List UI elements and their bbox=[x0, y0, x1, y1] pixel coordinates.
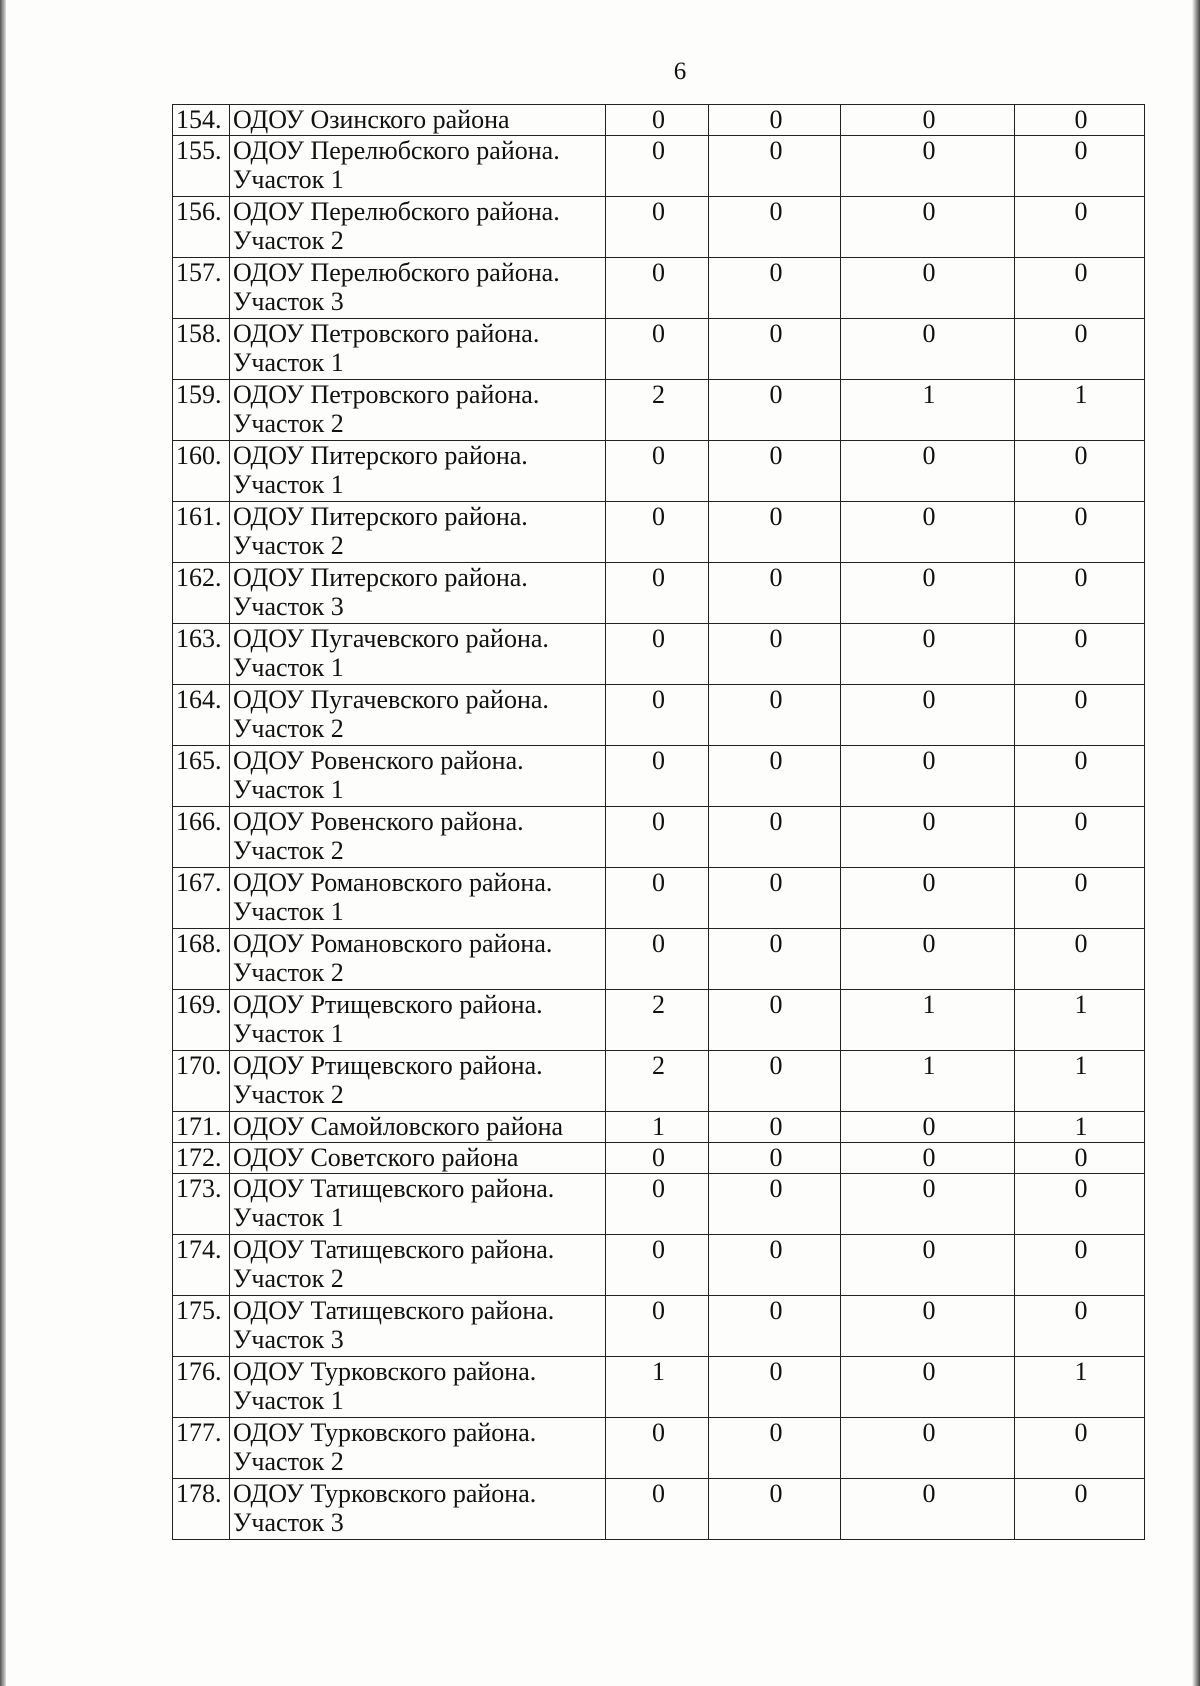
row-name: ОДОУ Перелюбского района. bbox=[233, 258, 560, 287]
table-row bbox=[173, 868, 1145, 929]
value-col-3: 0 bbox=[841, 807, 1015, 868]
value-col-1: 2 bbox=[606, 380, 709, 441]
value-col-4: 0 bbox=[1015, 624, 1145, 685]
value-col-3: 0 bbox=[841, 1479, 1015, 1540]
table-row bbox=[173, 807, 1145, 868]
row-name-cell bbox=[230, 502, 606, 563]
scan-edge-right bbox=[1192, 0, 1200, 1686]
value-col-1: 0 bbox=[606, 807, 709, 868]
row-section: Участок 1 bbox=[233, 897, 344, 926]
table-row bbox=[173, 929, 1145, 990]
value-col-1: 0 bbox=[606, 1174, 709, 1235]
row-name-cell bbox=[230, 319, 606, 380]
value-col-3: 0 bbox=[841, 1418, 1015, 1479]
value-col-2: 0 bbox=[709, 136, 841, 197]
row-name-cell bbox=[230, 1357, 606, 1418]
value-col-4: 1 bbox=[1015, 1112, 1145, 1143]
value-col-1: 0 bbox=[606, 136, 709, 197]
value-col-3: 0 bbox=[841, 1112, 1015, 1143]
value-col-1: 1 bbox=[606, 1357, 709, 1418]
value-col-2: 0 bbox=[709, 1051, 841, 1112]
table-row bbox=[173, 1051, 1145, 1112]
value-col-3: 0 bbox=[841, 197, 1015, 258]
row-section: Участок 1 bbox=[233, 1019, 344, 1048]
value-col-2: 0 bbox=[709, 1479, 841, 1540]
value-col-2: 0 bbox=[709, 1418, 841, 1479]
value-col-3: 0 bbox=[841, 105, 1015, 136]
row-name: ОДОУ Пугачевского района. bbox=[233, 685, 549, 714]
row-name-cell bbox=[230, 624, 606, 685]
row-number: 177. bbox=[173, 1418, 230, 1479]
row-section: Участок 3 bbox=[233, 1508, 344, 1537]
row-number: 175. bbox=[173, 1296, 230, 1357]
value-col-4: 0 bbox=[1015, 1418, 1145, 1479]
row-name: ОДОУ Турковского района. bbox=[233, 1357, 537, 1386]
table-row bbox=[173, 685, 1145, 746]
row-section: Участок 2 bbox=[233, 958, 344, 987]
row-section: Участок 2 bbox=[233, 1264, 344, 1293]
row-number: 170. bbox=[173, 1051, 230, 1112]
row-section: Участок 1 bbox=[233, 348, 344, 377]
row-name: ОДОУ Питерского района. bbox=[233, 563, 528, 592]
row-name: ОДОУ Питерского района. bbox=[233, 441, 528, 470]
row-name: ОДОУ Романовского района. bbox=[233, 868, 553, 897]
row-section: Участок 1 bbox=[233, 1203, 344, 1232]
row-number: 173. bbox=[173, 1174, 230, 1235]
value-col-4: 0 bbox=[1015, 746, 1145, 807]
row-name-cell bbox=[230, 1143, 606, 1174]
row-section: Участок 1 bbox=[233, 165, 344, 194]
row-section: Участок 1 bbox=[233, 470, 344, 499]
table-row bbox=[173, 1296, 1145, 1357]
value-col-2: 0 bbox=[709, 1296, 841, 1357]
row-name-cell bbox=[230, 1479, 606, 1540]
value-col-3: 0 bbox=[841, 868, 1015, 929]
row-number: 168. bbox=[173, 929, 230, 990]
value-col-4: 1 bbox=[1015, 990, 1145, 1051]
row-name: ОДОУ Перелюбского района. bbox=[233, 136, 560, 165]
value-col-4: 0 bbox=[1015, 1479, 1145, 1540]
value-col-4: 0 bbox=[1015, 563, 1145, 624]
value-col-4: 1 bbox=[1015, 1051, 1145, 1112]
row-section: Участок 3 bbox=[233, 287, 344, 316]
row-section: Участок 1 bbox=[233, 775, 344, 804]
row-number: 169. bbox=[173, 990, 230, 1051]
value-col-3: 0 bbox=[841, 1143, 1015, 1174]
row-name-cell bbox=[230, 1296, 606, 1357]
row-number: 166. bbox=[173, 807, 230, 868]
value-col-3: 0 bbox=[841, 258, 1015, 319]
value-col-4: 0 bbox=[1015, 1174, 1145, 1235]
row-name-cell bbox=[230, 258, 606, 319]
table-row bbox=[173, 563, 1145, 624]
row-name: ОДОУ Турковского района. bbox=[233, 1479, 537, 1508]
value-col-1: 0 bbox=[606, 319, 709, 380]
row-number: 160. bbox=[173, 441, 230, 502]
value-col-1: 0 bbox=[606, 1418, 709, 1479]
value-col-2: 0 bbox=[709, 1174, 841, 1235]
row-number: 154. bbox=[173, 105, 230, 136]
row-number: 176. bbox=[173, 1357, 230, 1418]
value-col-3: 1 bbox=[841, 990, 1015, 1051]
row-section: Участок 2 bbox=[233, 714, 344, 743]
row-name-cell bbox=[230, 1418, 606, 1479]
row-name-cell bbox=[230, 990, 606, 1051]
value-col-2: 0 bbox=[709, 624, 841, 685]
row-number: 167. bbox=[173, 868, 230, 929]
value-col-2: 0 bbox=[709, 1112, 841, 1143]
value-col-4: 0 bbox=[1015, 197, 1145, 258]
row-number: 163. bbox=[173, 624, 230, 685]
value-col-2: 0 bbox=[709, 868, 841, 929]
value-col-4: 0 bbox=[1015, 319, 1145, 380]
row-name-cell bbox=[230, 105, 606, 136]
scan-edge-left bbox=[0, 0, 6, 1686]
value-col-3: 0 bbox=[841, 1235, 1015, 1296]
row-number: 162. bbox=[173, 563, 230, 624]
value-col-4: 1 bbox=[1015, 1357, 1145, 1418]
row-name: ОДОУ Ровенского района. bbox=[233, 746, 524, 775]
value-col-3: 0 bbox=[841, 1174, 1015, 1235]
value-col-4: 0 bbox=[1015, 1143, 1145, 1174]
value-col-2: 0 bbox=[709, 1143, 841, 1174]
table-row bbox=[173, 1174, 1145, 1235]
value-col-1: 0 bbox=[606, 1143, 709, 1174]
row-section: Участок 1 bbox=[233, 1386, 344, 1415]
value-col-3: 0 bbox=[841, 929, 1015, 990]
value-col-1: 0 bbox=[606, 197, 709, 258]
value-col-2: 0 bbox=[709, 441, 841, 502]
row-name-cell bbox=[230, 807, 606, 868]
value-col-3: 0 bbox=[841, 1296, 1015, 1357]
row-name: ОДОУ Ртищевского района. bbox=[233, 1051, 543, 1080]
value-col-1: 2 bbox=[606, 990, 709, 1051]
row-name-cell bbox=[230, 136, 606, 197]
value-col-2: 0 bbox=[709, 258, 841, 319]
value-col-4: 0 bbox=[1015, 1235, 1145, 1296]
row-name: ОДОУ Петровского района. bbox=[233, 319, 540, 348]
row-section: Участок 2 bbox=[233, 1080, 344, 1109]
row-section: Участок 2 bbox=[233, 531, 344, 560]
row-section: Участок 2 bbox=[233, 409, 344, 438]
row-number: 165. bbox=[173, 746, 230, 807]
row-number: 171. bbox=[173, 1112, 230, 1143]
row-name: ОДОУ Перелюбского района. bbox=[233, 197, 560, 226]
value-col-3: 1 bbox=[841, 380, 1015, 441]
value-col-2: 0 bbox=[709, 502, 841, 563]
row-name-cell bbox=[230, 1174, 606, 1235]
value-col-3: 0 bbox=[841, 624, 1015, 685]
value-col-2: 0 bbox=[709, 807, 841, 868]
row-name-cell bbox=[230, 197, 606, 258]
row-name-cell bbox=[230, 1112, 606, 1143]
value-col-4: 0 bbox=[1015, 441, 1145, 502]
row-name-cell bbox=[230, 868, 606, 929]
row-number: 164. bbox=[173, 685, 230, 746]
row-section: Участок 2 bbox=[233, 1447, 344, 1476]
value-col-3: 0 bbox=[841, 136, 1015, 197]
value-col-1: 0 bbox=[606, 746, 709, 807]
value-col-3: 0 bbox=[841, 685, 1015, 746]
row-section: Участок 2 bbox=[233, 226, 344, 255]
table-body bbox=[173, 105, 1145, 1540]
row-number: 155. bbox=[173, 136, 230, 197]
row-number: 178. bbox=[173, 1479, 230, 1540]
value-col-2: 0 bbox=[709, 990, 841, 1051]
row-section: Участок 3 bbox=[233, 1325, 344, 1354]
table-row bbox=[173, 319, 1145, 380]
row-name: ОДОУ Татищевского района. bbox=[233, 1235, 555, 1264]
page-number: 6 bbox=[673, 58, 687, 85]
table-row bbox=[173, 990, 1145, 1051]
row-name: ОДОУ Самойловского района bbox=[233, 1112, 564, 1141]
value-col-3: 0 bbox=[841, 563, 1015, 624]
value-col-2: 0 bbox=[709, 319, 841, 380]
row-name-cell bbox=[230, 685, 606, 746]
value-col-2: 0 bbox=[709, 380, 841, 441]
row-name: ОДОУ Татищевского района. bbox=[233, 1296, 555, 1325]
table-row bbox=[173, 380, 1145, 441]
table-row bbox=[173, 1418, 1145, 1479]
row-number: 172. bbox=[173, 1143, 230, 1174]
value-col-1: 0 bbox=[606, 441, 709, 502]
value-col-4: 0 bbox=[1015, 1296, 1145, 1357]
value-col-3: 0 bbox=[841, 1357, 1015, 1418]
value-col-2: 0 bbox=[709, 1357, 841, 1418]
value-col-1: 0 bbox=[606, 258, 709, 319]
table-row bbox=[173, 1357, 1145, 1418]
row-name: ОДОУ Озинского района bbox=[233, 105, 510, 134]
value-col-4: 1 bbox=[1015, 380, 1145, 441]
table-row bbox=[173, 1112, 1145, 1143]
table-row bbox=[173, 1143, 1145, 1174]
value-col-1: 0 bbox=[606, 868, 709, 929]
table-row bbox=[173, 624, 1145, 685]
table-row bbox=[173, 746, 1145, 807]
table-row bbox=[173, 136, 1145, 197]
value-col-2: 0 bbox=[709, 105, 841, 136]
value-col-4: 0 bbox=[1015, 868, 1145, 929]
value-col-1: 0 bbox=[606, 685, 709, 746]
value-col-4: 0 bbox=[1015, 807, 1145, 868]
row-name-cell bbox=[230, 563, 606, 624]
value-col-1: 0 bbox=[606, 929, 709, 990]
value-col-2: 0 bbox=[709, 746, 841, 807]
table-row bbox=[173, 105, 1145, 136]
table-row bbox=[173, 1235, 1145, 1296]
table-row bbox=[173, 1479, 1145, 1540]
value-col-3: 0 bbox=[841, 502, 1015, 563]
value-col-1: 0 bbox=[606, 563, 709, 624]
row-name-cell bbox=[230, 380, 606, 441]
row-name-cell bbox=[230, 441, 606, 502]
value-col-2: 0 bbox=[709, 1235, 841, 1296]
row-section: Участок 2 bbox=[233, 836, 344, 865]
data-table bbox=[172, 104, 1145, 1540]
row-name-cell bbox=[230, 1235, 606, 1296]
row-name: ОДОУ Ровенского района. bbox=[233, 807, 524, 836]
row-name: ОДОУ Советского района bbox=[233, 1143, 519, 1172]
value-col-1: 0 bbox=[606, 1296, 709, 1357]
row-number: 157. bbox=[173, 258, 230, 319]
value-col-4: 0 bbox=[1015, 685, 1145, 746]
row-number: 159. bbox=[173, 380, 230, 441]
row-name: ОДОУ Турковского района. bbox=[233, 1418, 537, 1447]
value-col-1: 0 bbox=[606, 1479, 709, 1540]
value-col-1: 0 bbox=[606, 105, 709, 136]
value-col-1: 2 bbox=[606, 1051, 709, 1112]
row-name: ОДОУ Татищевского района. bbox=[233, 1174, 555, 1203]
value-col-3: 0 bbox=[841, 441, 1015, 502]
value-col-4: 0 bbox=[1015, 502, 1145, 563]
value-col-1: 0 bbox=[606, 624, 709, 685]
row-section: Участок 1 bbox=[233, 653, 344, 682]
row-name-cell bbox=[230, 746, 606, 807]
row-name-cell bbox=[230, 1051, 606, 1112]
value-col-4: 0 bbox=[1015, 929, 1145, 990]
value-col-2: 0 bbox=[709, 197, 841, 258]
row-number: 158. bbox=[173, 319, 230, 380]
value-col-2: 0 bbox=[709, 685, 841, 746]
value-col-3: 0 bbox=[841, 746, 1015, 807]
value-col-4: 0 bbox=[1015, 105, 1145, 136]
value-col-3: 1 bbox=[841, 1051, 1015, 1112]
row-number: 156. bbox=[173, 197, 230, 258]
value-col-1: 0 bbox=[606, 1235, 709, 1296]
value-col-2: 0 bbox=[709, 563, 841, 624]
row-name-cell bbox=[230, 929, 606, 990]
row-name: ОДОУ Пугачевского района. bbox=[233, 624, 549, 653]
row-name: ОДОУ Ртищевского района. bbox=[233, 990, 543, 1019]
row-name: ОДОУ Питерского района. bbox=[233, 502, 528, 531]
value-col-1: 0 bbox=[606, 502, 709, 563]
table-row bbox=[173, 258, 1145, 319]
row-section: Участок 3 bbox=[233, 592, 344, 621]
row-number: 161. bbox=[173, 502, 230, 563]
table-row bbox=[173, 502, 1145, 563]
row-name: ОДОУ Романовского района. bbox=[233, 929, 553, 958]
row-name: ОДОУ Петровского района. bbox=[233, 380, 540, 409]
value-col-4: 0 bbox=[1015, 258, 1145, 319]
table-row bbox=[173, 441, 1145, 502]
row-number: 174. bbox=[173, 1235, 230, 1296]
table-row bbox=[173, 197, 1145, 258]
value-col-4: 0 bbox=[1015, 136, 1145, 197]
value-col-1: 1 bbox=[606, 1112, 709, 1143]
value-col-3: 0 bbox=[841, 319, 1015, 380]
value-col-2: 0 bbox=[709, 929, 841, 990]
